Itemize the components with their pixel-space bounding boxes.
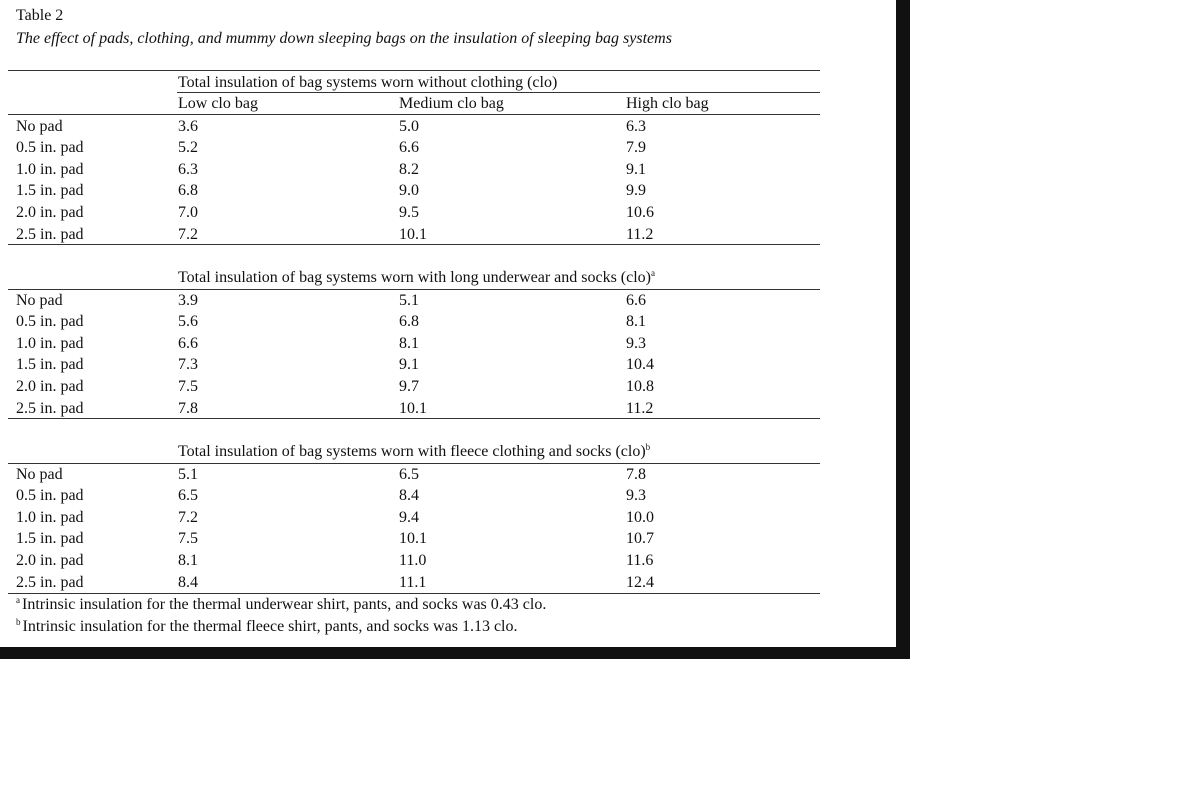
row-label: 2.0 in. pad xyxy=(16,204,84,221)
section-1-title: Total insulation of bag systems worn without clothing (clo) xyxy=(178,74,558,91)
row-label: 1.0 in. pad xyxy=(16,161,84,178)
cell-medium: 10.1 xyxy=(399,226,427,243)
table-number: Table 2 xyxy=(16,7,64,24)
footnote-b-mark: b xyxy=(16,617,21,627)
cell-low: 7.5 xyxy=(178,530,198,547)
section-3-title-rule xyxy=(8,463,820,464)
cell-low: 6.5 xyxy=(178,487,198,504)
row-label: No pad xyxy=(16,466,63,483)
cell-low: 7.2 xyxy=(178,509,198,526)
section-1-bottom-rule xyxy=(8,244,820,245)
cell-high: 10.8 xyxy=(626,378,654,395)
cell-medium: 6.8 xyxy=(399,313,419,330)
cell-high: 10.0 xyxy=(626,509,654,526)
row-label: 2.0 in. pad xyxy=(16,378,84,395)
cell-high: 9.3 xyxy=(626,335,646,352)
section-3-title: Total insulation of bag systems worn with fleece clothing and socks (clo)$^b$ xyxy=(178,442,651,460)
cell-high: 10.4 xyxy=(626,356,654,373)
cell-medium: 8.2 xyxy=(399,161,419,178)
cell-medium: 10.1 xyxy=(399,530,427,547)
row-label: 1.5 in. pad xyxy=(16,182,84,199)
cell-medium: 9.1 xyxy=(399,356,419,373)
column-header-rule xyxy=(8,114,820,115)
cell-medium: 11.1 xyxy=(399,574,427,591)
footnote-mark: a xyxy=(651,268,656,278)
row-label: 2.5 in. pad xyxy=(16,400,84,417)
column-header-low: Low clo bag xyxy=(178,95,258,112)
column-header-medium: Medium clo bag xyxy=(399,95,504,112)
cell-medium: 5.1 xyxy=(399,292,419,309)
cell-high: 11.2 xyxy=(626,400,654,417)
cell-medium: 9.5 xyxy=(399,204,419,221)
row-label: 1.5 in. pad xyxy=(16,530,84,547)
cell-low: 7.0 xyxy=(178,204,198,221)
cell-high: 11.2 xyxy=(626,226,654,243)
cell-high: 8.1 xyxy=(626,313,646,330)
cell-low: 7.8 xyxy=(178,400,198,417)
cell-low: 5.2 xyxy=(178,139,198,156)
section-1-title-rule xyxy=(177,92,820,93)
cell-medium: 8.1 xyxy=(399,335,419,352)
cell-high: 6.6 xyxy=(626,292,646,309)
section-2-bottom-rule xyxy=(8,418,820,419)
cell-low: 3.9 xyxy=(178,292,198,309)
cell-low: 6.8 xyxy=(178,182,198,199)
cell-medium: 11.0 xyxy=(399,552,427,569)
cell-medium: 9.4 xyxy=(399,509,419,526)
cell-low: 6.6 xyxy=(178,335,198,352)
cell-low: 7.3 xyxy=(178,356,198,373)
row-label: 1.5 in. pad xyxy=(16,356,84,373)
row-label: 2.5 in. pad xyxy=(16,574,84,591)
section-2-title-rule xyxy=(8,289,820,290)
column-header-high: High clo bag xyxy=(626,95,709,112)
table-caption: The effect of pads, clothing, and mummy down sleeping bags on the insulation of sleeping bag systems xyxy=(16,30,672,47)
cell-high: 11.6 xyxy=(626,552,654,569)
cell-low: 5.1 xyxy=(178,466,198,483)
row-label: 0.5 in. pad xyxy=(16,139,84,156)
cell-high: 9.1 xyxy=(626,161,646,178)
cell-low: 8.4 xyxy=(178,574,198,591)
row-label: No pad xyxy=(16,118,63,135)
footnote-a: $^a$ Intrinsic insulation for the thermal underwear shirt, pants, and socks was 0.43 clo. xyxy=(16,595,547,613)
row-label: 1.0 in. pad xyxy=(16,509,84,526)
cell-high: 9.3 xyxy=(626,487,646,504)
footnote-a-mark: a xyxy=(16,595,20,605)
table-bottom-rule xyxy=(8,593,820,594)
cell-high: 6.3 xyxy=(626,118,646,135)
cell-medium: 9.7 xyxy=(399,378,419,395)
table-top-rule xyxy=(8,70,820,71)
cell-low: 7.2 xyxy=(178,226,198,243)
cell-low: 7.5 xyxy=(178,378,198,395)
cell-low: 8.1 xyxy=(178,552,198,569)
cell-high: 10.7 xyxy=(626,530,654,547)
cell-medium: 5.0 xyxy=(399,118,419,135)
cell-medium: 9.0 xyxy=(399,182,419,199)
cell-high: 7.8 xyxy=(626,466,646,483)
row-label: 0.5 in. pad xyxy=(16,313,84,330)
cell-medium: 8.4 xyxy=(399,487,419,504)
row-label: 2.0 in. pad xyxy=(16,552,84,569)
footnote-mark: b xyxy=(645,442,651,452)
cell-low: 6.3 xyxy=(178,161,198,178)
cell-high: 10.6 xyxy=(626,204,654,221)
cell-medium: 10.1 xyxy=(399,400,427,417)
cell-high: 9.9 xyxy=(626,182,646,199)
footnote-b: $^b$ Intrinsic insulation for the thermal fleece shirt, pants, and socks was 1.13 clo. xyxy=(16,617,518,635)
row-label: 0.5 in. pad xyxy=(16,487,84,504)
cell-low: 5.6 xyxy=(178,313,198,330)
cell-high: 7.9 xyxy=(626,139,646,156)
cell-low: 3.6 xyxy=(178,118,198,135)
row-label: 2.5 in. pad xyxy=(16,226,84,243)
cell-medium: 6.5 xyxy=(399,466,419,483)
cell-high: 12.4 xyxy=(626,574,654,591)
cell-medium: 6.6 xyxy=(399,139,419,156)
row-label: No pad xyxy=(16,292,63,309)
row-label: 1.0 in. pad xyxy=(16,335,84,352)
section-2-title: Total insulation of bag systems worn with long underwear and socks (clo)$^a$ xyxy=(178,268,656,286)
